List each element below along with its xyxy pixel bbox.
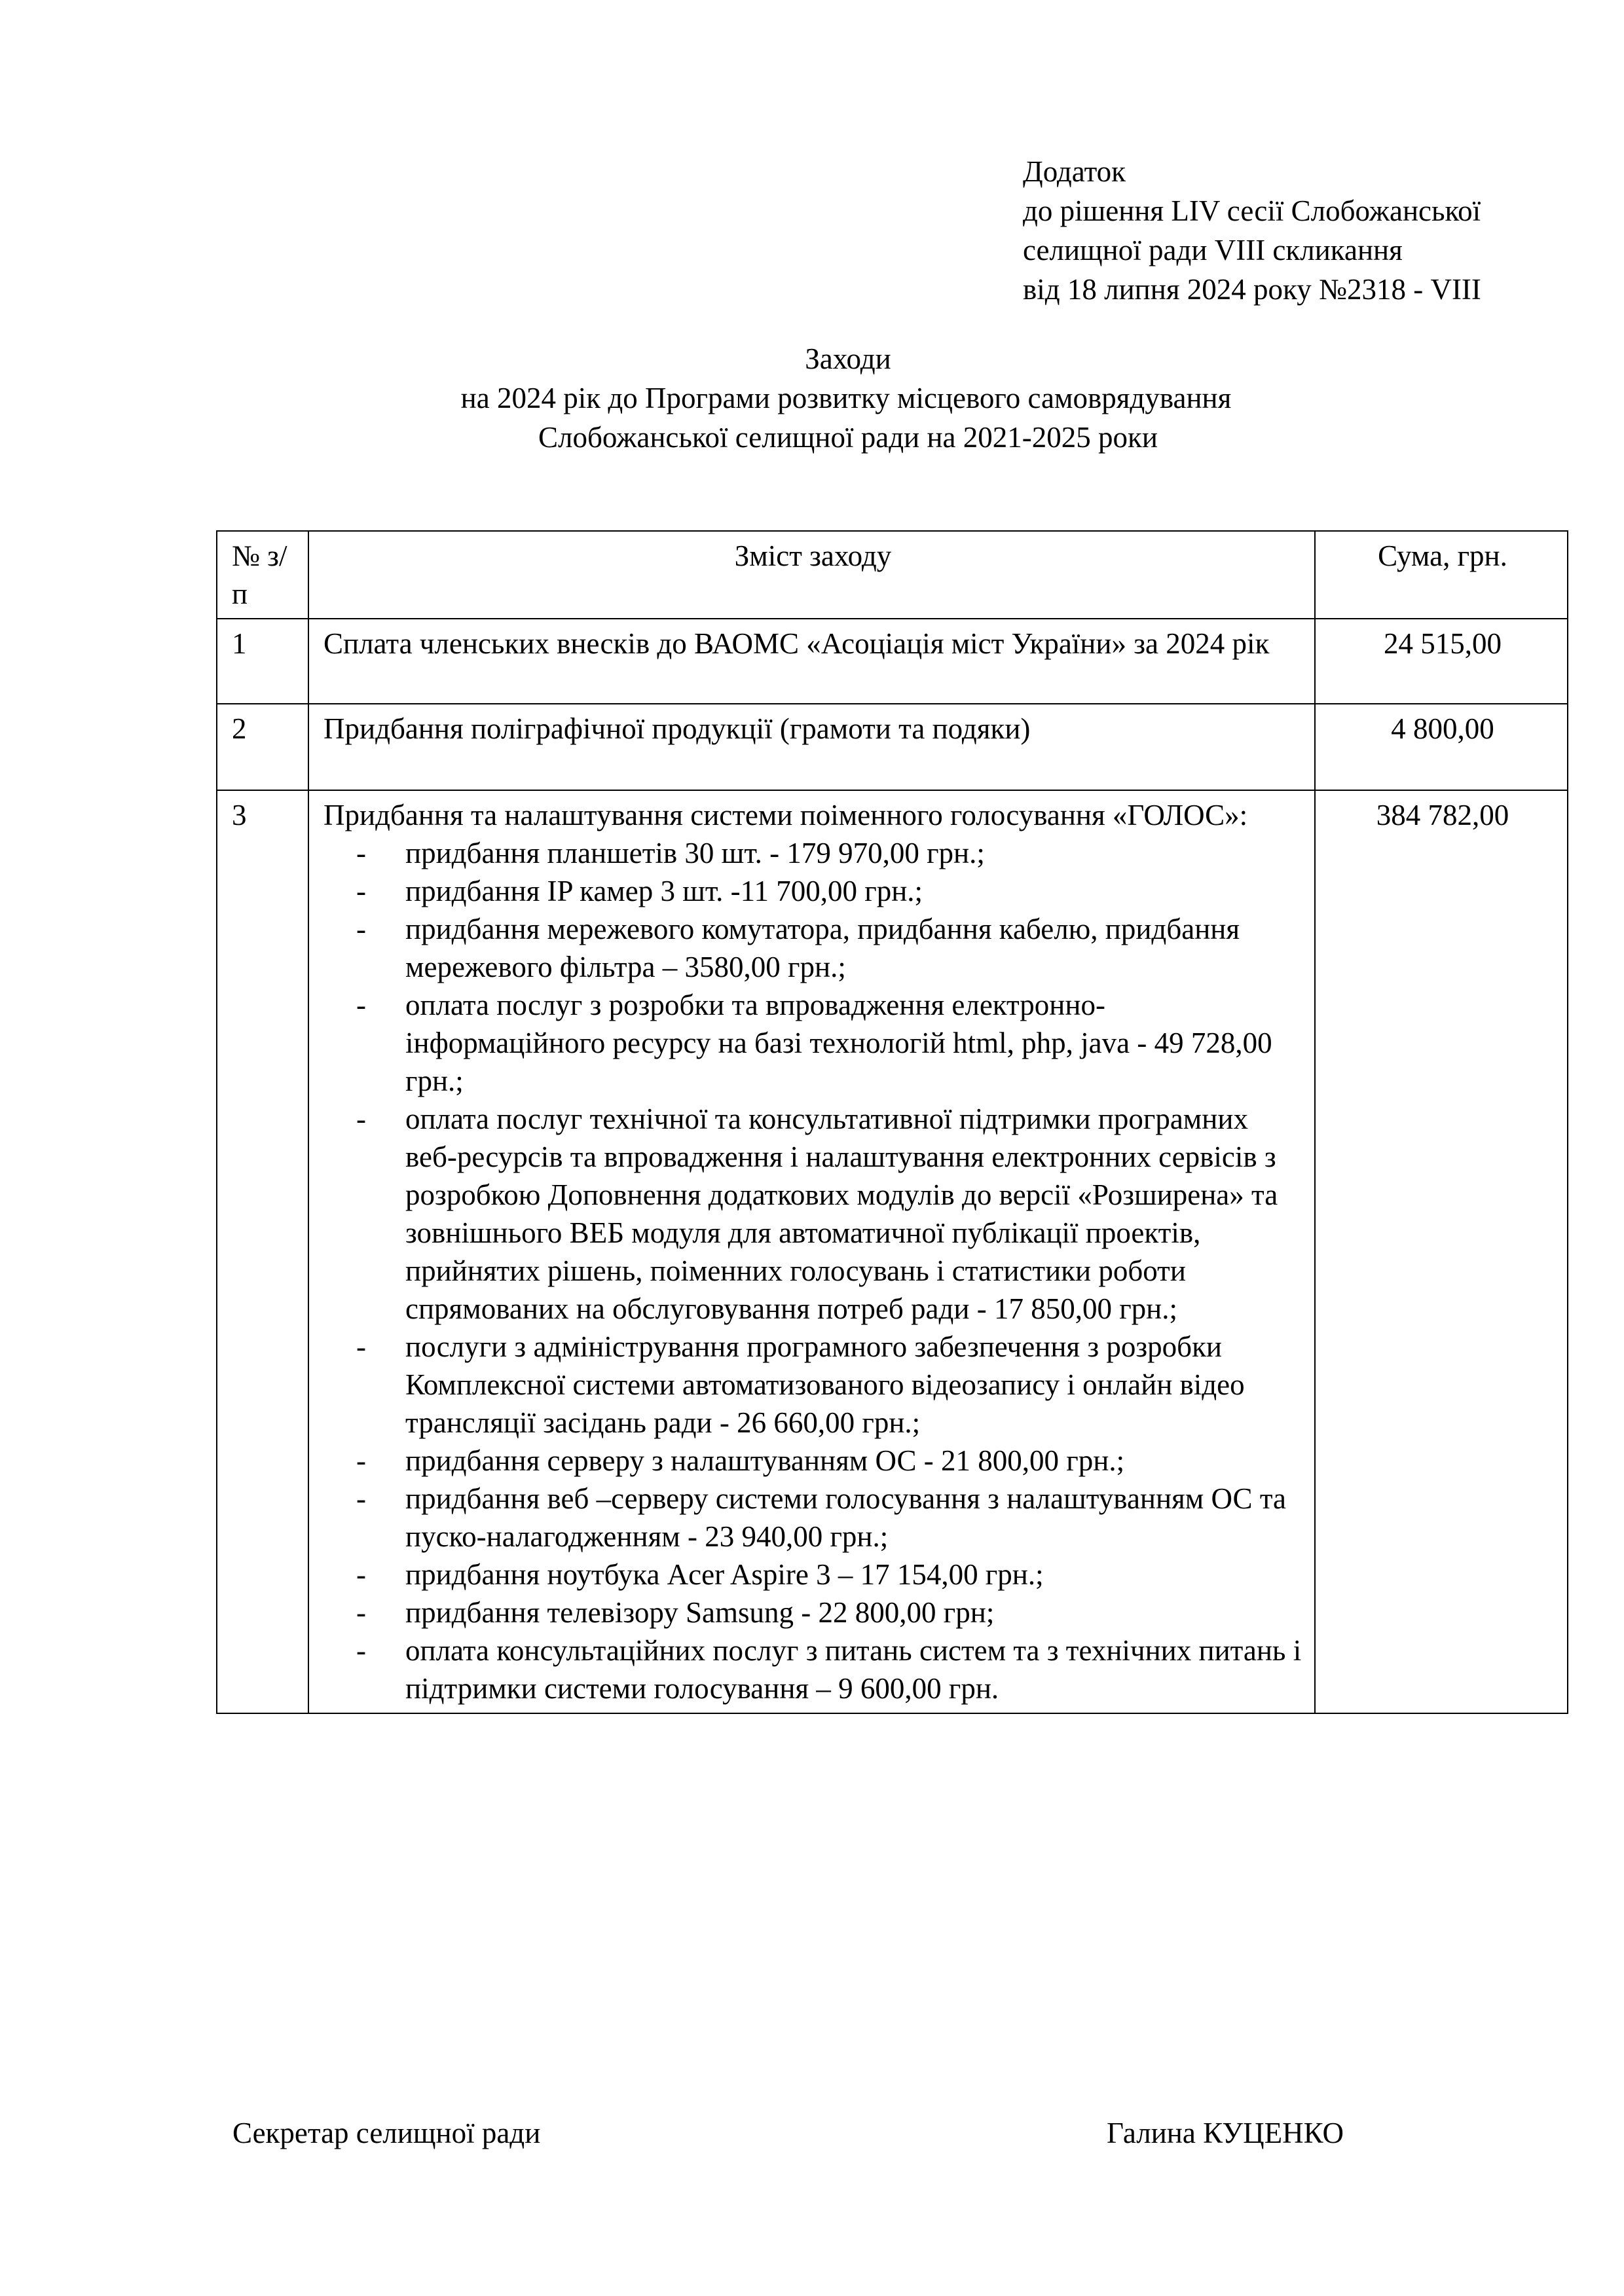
header-content: Зміст заходу xyxy=(308,531,1315,619)
list-item: - придбання серверу з налаштуванням ОС - 21 800,00 грн.; xyxy=(405,1442,1302,1480)
list-item: - оплата послуг технічної та консультативної підтримки програмних веб-ресурсів та впровадження і налаштування електронних сервісів з розробкою Доповнення додаткових модулів до версії «Розширена» та зовнішнього ВЕБ модуля для автоматичної публікації проектів, прийнятих рішень, поіменних голосувань і статистики роботи спрямованих на обслуговування потреб ради - 17 850,00 грн.; xyxy=(405,1100,1302,1328)
list-item: - придбання веб –серверу системи голосування з налаштуванням ОС та пуско-налагодженням - 23 940,00 грн.; xyxy=(405,1480,1302,1556)
row-content: Сплата членських внесків до ВАОМС «Асоціація міст України» за 2024 рік xyxy=(308,619,1315,704)
table-header-row xyxy=(217,531,1568,619)
addendum-line-4: від 18 липня 2024 року №2318 - VIII xyxy=(1023,273,1481,306)
addendum-line-1: Додаток xyxy=(1023,155,1126,188)
title-line-3: Слобожанської селищної ради на 2021-2025 роки xyxy=(538,421,1158,454)
table-row xyxy=(217,790,1568,1713)
list-item: - придбання мережевого комутатора, придбання кабелю, придбання мережевого фільтра – 3580,00 грн.; xyxy=(405,910,1302,986)
list-item: - придбання телевізору Samsung - 22 800,00 грн; xyxy=(405,1594,1302,1631)
table-row xyxy=(217,619,1568,704)
title-line-2: на 2024 рік до Програми розвитку місцевого самоврядування xyxy=(460,382,1232,414)
list-item: - оплата консультаційних послуг з питань систем та з технічних питань і підтримки системи голосування – 9 600,00 грн. xyxy=(405,1631,1302,1707)
title-line-1: Заходи xyxy=(805,342,891,375)
header-sum: Сума, грн. xyxy=(1315,531,1568,619)
addendum-line-3: селищної ради VIII скликання xyxy=(1023,234,1403,266)
list-item: - послуги з адміністрування програмного забезпечення з розробки Комплексної системи автоматизованого відеозапису і онлайн відео трансляції засідань ради - 26 660,00 грн.; xyxy=(405,1328,1302,1442)
header-number: № з/п xyxy=(217,531,308,619)
measures-table xyxy=(216,530,1568,1714)
row-sum: 384 782,00 xyxy=(1315,790,1568,1713)
list-item: - придбання планшетів 30 шт. - 179 970,00 грн.; xyxy=(405,834,1302,872)
row-sum: 24 515,00 xyxy=(1315,619,1568,704)
row-content: Придбання та налаштування системи поіменного голосування «ГОЛОС»: xyxy=(323,799,1248,831)
addendum-line-2: до рішення LIV сесії Слобожанської xyxy=(1023,194,1481,227)
row-number: 1 xyxy=(217,619,308,704)
signatory-name: Галина КУЦЕНКО xyxy=(1107,2117,1344,2149)
list-item: - придбання ноутбука Acer Aspire 3 – 17 154,00 грн.; xyxy=(405,1556,1302,1594)
row-number: 2 xyxy=(217,704,308,790)
document-title xyxy=(0,339,1624,457)
list-item: - оплата послуг з розробки та впровадження електронно-інформаційного ресурсу на базі технологій html, php, java - 49 728,00 грн.; xyxy=(405,986,1302,1100)
row-content-cell xyxy=(308,790,1315,1713)
row-content: Придбання поліграфічної продукції (грамоти та подяки) xyxy=(308,704,1315,790)
row-sum: 4 800,00 xyxy=(1315,704,1568,790)
addendum-block xyxy=(1023,152,1481,309)
row-number: 3 xyxy=(217,790,308,1713)
sub-item-list xyxy=(323,834,1302,1707)
signatory-role: Секретар селищної ради xyxy=(232,2117,541,2149)
list-item: - придбання IP камер 3 шт. -11 700,00 грн.; xyxy=(405,872,1302,910)
table-row xyxy=(217,704,1568,790)
